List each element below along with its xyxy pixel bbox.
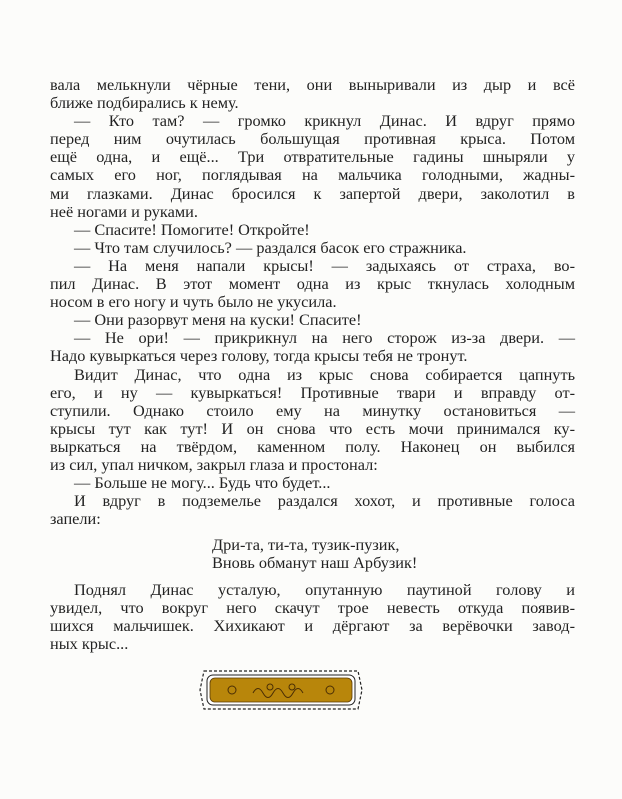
paragraph bbox=[50, 221, 575, 239]
text-line: увидел, что вокруг него скачут трое невесть откуда появив- bbox=[50, 597, 575, 617]
text-line: его, и ну — кувыркаться! Противные твари и вправду от- bbox=[50, 382, 575, 402]
text-line: перед ним очутилась большущая противная крыса. Потом bbox=[50, 129, 575, 149]
paragraph bbox=[50, 311, 575, 329]
text-line: — Спасите! Помогите! Откройте! bbox=[74, 219, 310, 239]
paragraph bbox=[50, 112, 575, 221]
text-line: — Они разорвут меня на куски! Спасите! bbox=[74, 310, 362, 330]
text-line: самых его ног, поглядывая на мальчика голодными, жадны- bbox=[50, 165, 575, 185]
text-line: Поднял Динас усталую, опутанную паутиной голову и bbox=[74, 579, 575, 599]
text-line: Надо кувыркаться через голову, тогда крысы тебя не тронут. bbox=[50, 346, 468, 366]
poem-line: Вновь обманут наш Арбузик! bbox=[212, 553, 418, 573]
text-line: из сил, упал ничком, закрыл глаза и простонал: bbox=[50, 454, 378, 474]
paragraph bbox=[50, 474, 575, 492]
text-line: — Больше не могу... Будь что будет... bbox=[74, 473, 331, 493]
paragraph bbox=[50, 329, 575, 365]
text-line: запели: bbox=[50, 509, 101, 529]
text-line: — На меня напали крысы! — задыхаясь от страха, во- bbox=[74, 255, 575, 275]
text-line: ближе подбирались к нему. bbox=[50, 93, 239, 113]
paragraph bbox=[50, 239, 575, 257]
text-line: — Кто там? — громко крикнул Динас. И вдруг прямо bbox=[74, 111, 575, 131]
paragraph bbox=[50, 257, 575, 311]
text-line: ных крыс... bbox=[50, 633, 129, 653]
text-line: Видит Динас, что одна из крыс снова собирается цапнуть bbox=[74, 364, 575, 384]
text-line: ступили. Однако стоило ему на минутку остановиться — bbox=[50, 400, 575, 420]
text-line: пил Динас. В этот момент одна из крыс ткнулась холодным bbox=[50, 274, 575, 294]
text-line: носом в его ногу и чуть было не укусила. bbox=[50, 292, 337, 312]
text-line: крысы тут как тут! И он снова что есть мочи принимался ку- bbox=[50, 418, 575, 438]
text-line: — Что там случилось? — раздался басок его стражника. bbox=[74, 237, 467, 257]
poem-verse bbox=[50, 536, 575, 572]
text-line: выркаться на твёрдом, каменном полу. Наконец он выбился bbox=[50, 436, 575, 456]
paragraph bbox=[50, 366, 575, 475]
decorative-ornament-icon bbox=[198, 667, 364, 713]
poem-line: Дри-та, ти-та, тузик-пузик, bbox=[212, 535, 400, 555]
text-line: И вдруг в подземелье раздался хохот, и противные голоса bbox=[74, 491, 575, 511]
paragraph bbox=[50, 492, 575, 528]
text-line: — Не ори! — прикрикнул на него сторож из-за двери. — bbox=[74, 328, 575, 348]
text-line: неё ногами и руками. bbox=[50, 201, 198, 221]
text-line: ещё одна, и ещё... Три отвратительные гадины шныряли у bbox=[50, 147, 575, 167]
page-body-text bbox=[50, 76, 575, 653]
paragraph bbox=[50, 76, 575, 112]
text-line: шихся мальчишек. Хихикают и дёргают за верёвочки завод- bbox=[50, 615, 575, 635]
paragraph bbox=[50, 581, 575, 653]
text-line: вала мелькнули чёрные тени, они выныривали из дыр и всё bbox=[50, 75, 575, 94]
text-line: ми глазками. Динас бросился к запертой двери, заколотил в bbox=[50, 183, 575, 203]
